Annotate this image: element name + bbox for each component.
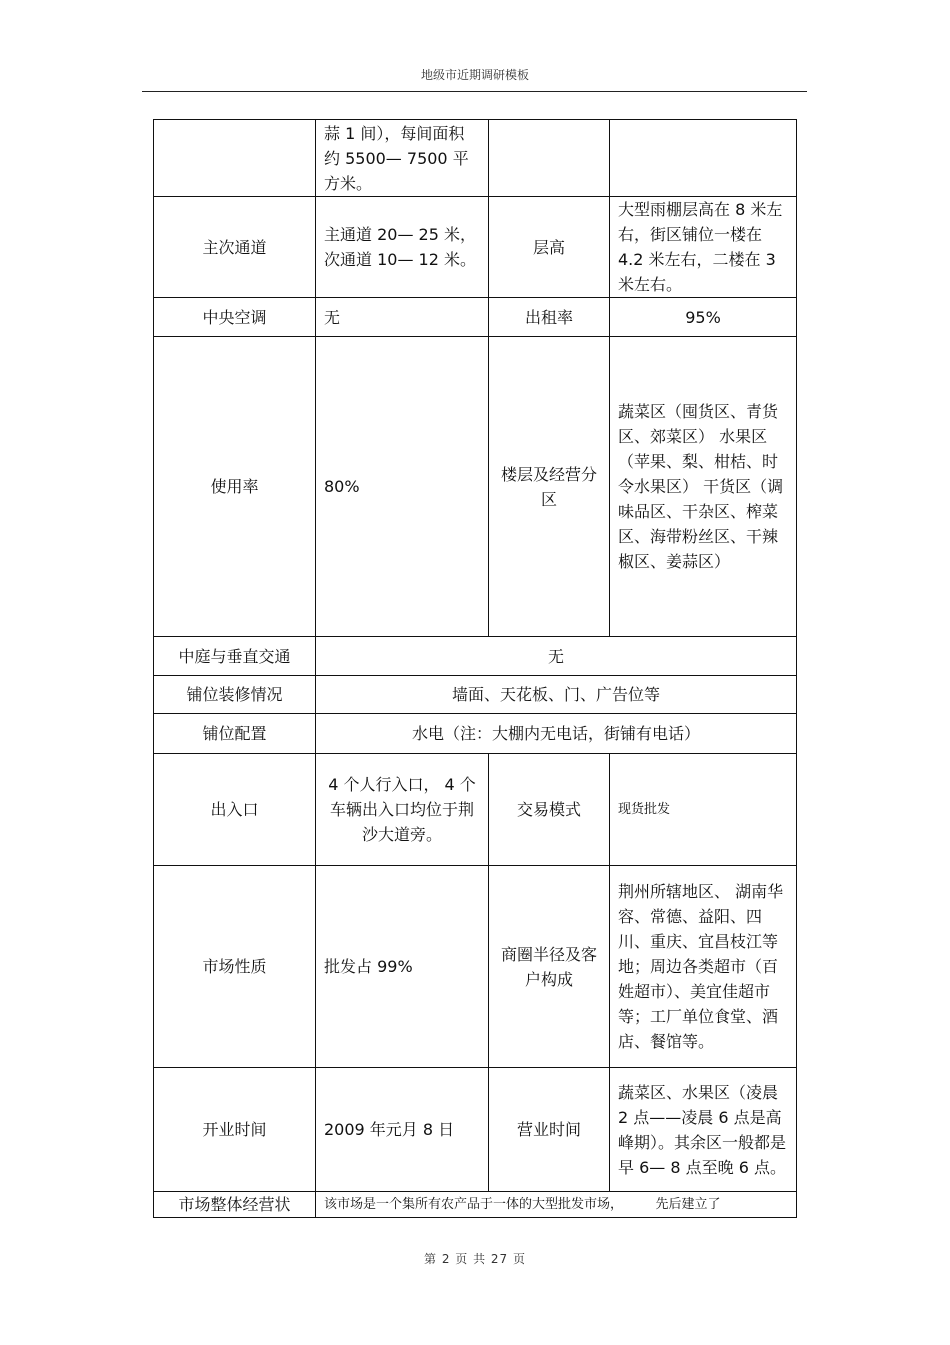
table-cell: 荆州所辖地区、 湖南华容、常德、益阳、四川、重庆、宜昌枝江等地；周边各类超市（百姓超市）、美宜佳超市等；工厂单位食堂、酒店、餐馆等。 [610, 866, 797, 1068]
table-cell: 墙面、天花板、门、广告位等 [316, 676, 797, 714]
table-row [154, 197, 797, 298]
table-row-label: 出租率 [489, 298, 610, 337]
table-cell [154, 120, 316, 197]
table-cell: 2009 年元月 8 日 [316, 1068, 489, 1192]
table-row-label: 出入口 [154, 754, 316, 866]
table-cell: 蔬菜区、水果区（凌晨 2 点——凌晨 6 点是高峰期）。其余区一般都是早 6— 8 点至晚 6 点。 [610, 1068, 797, 1192]
table-row [154, 866, 797, 1068]
table-cell: 80% [316, 337, 489, 637]
table-row-label: 开业时间 [154, 1068, 316, 1192]
table-row-label: 商圈半径及客户构成 [489, 866, 610, 1068]
table-row [154, 1068, 797, 1192]
table-row [154, 298, 797, 337]
table-row [154, 1192, 797, 1218]
table-cell: 4 个人行入口， 4 个车辆出入口均位于荆沙大道旁。 [316, 754, 489, 866]
survey-table [153, 119, 797, 1218]
table-cell: 主通道 20— 25 米，次通道 10— 12 米。 [316, 197, 489, 298]
table-row-label: 楼层及经营分区 [489, 337, 610, 637]
table-cell: 蔬菜区（囤货区、青货区、郊菜区） 水果区（苹果、梨、柑桔、时令水果区） 干货区（调味品区、干杂区、榨菜区、海带粉丝区、干辣椒区、姜蒜区） [610, 337, 797, 637]
table-row-label: 交易模式 [489, 754, 610, 866]
table-row-label: 中庭与垂直交通 [154, 637, 316, 676]
table-cell: 该市场是一个集所有农产品于一体的大型批发市场， 先后建立了 [316, 1192, 797, 1218]
table-row-label: 中央空调 [154, 298, 316, 337]
table-cell: 批发占 99% [316, 866, 489, 1068]
table-cell [610, 120, 797, 197]
table-row-label: 使用率 [154, 337, 316, 637]
table-row [154, 637, 797, 676]
table-cell: 水电（注：大棚内无电话，街铺有电话） [316, 714, 797, 754]
table-row-label: 铺位配置 [154, 714, 316, 754]
table-row [154, 714, 797, 754]
table-row-label: 层高 [489, 197, 610, 298]
table-cell: 现货批发 [610, 754, 797, 866]
table-row-label: 营业时间 [489, 1068, 610, 1192]
table-row [154, 120, 797, 197]
table-row-label: 市场整体经营状 [154, 1192, 316, 1218]
table-row-label: 铺位装修情况 [154, 676, 316, 714]
page-header: 地级市近期调研模板 [420, 68, 529, 82]
table-cell [489, 120, 610, 197]
table-cell: 蒜 1 间），每间面积约 5500— 7500 平方米。 [316, 120, 489, 197]
table-cell: 无 [316, 637, 797, 676]
table-row [154, 337, 797, 637]
table-row-label: 主次通道 [154, 197, 316, 298]
table-row [154, 754, 797, 866]
table-cell: 大型雨棚层高在 8 米左右，街区铺位一楼在 4.2 米左右，二楼在 3 米左右。 [610, 197, 797, 298]
table-cell: 无 [316, 298, 489, 337]
header-rule [142, 91, 807, 92]
table-row-label: 市场性质 [154, 866, 316, 1068]
page-footer: 第 2 页 共 27 页 [424, 1252, 526, 1266]
table-row [154, 676, 797, 714]
table-cell: 95% [610, 298, 797, 337]
